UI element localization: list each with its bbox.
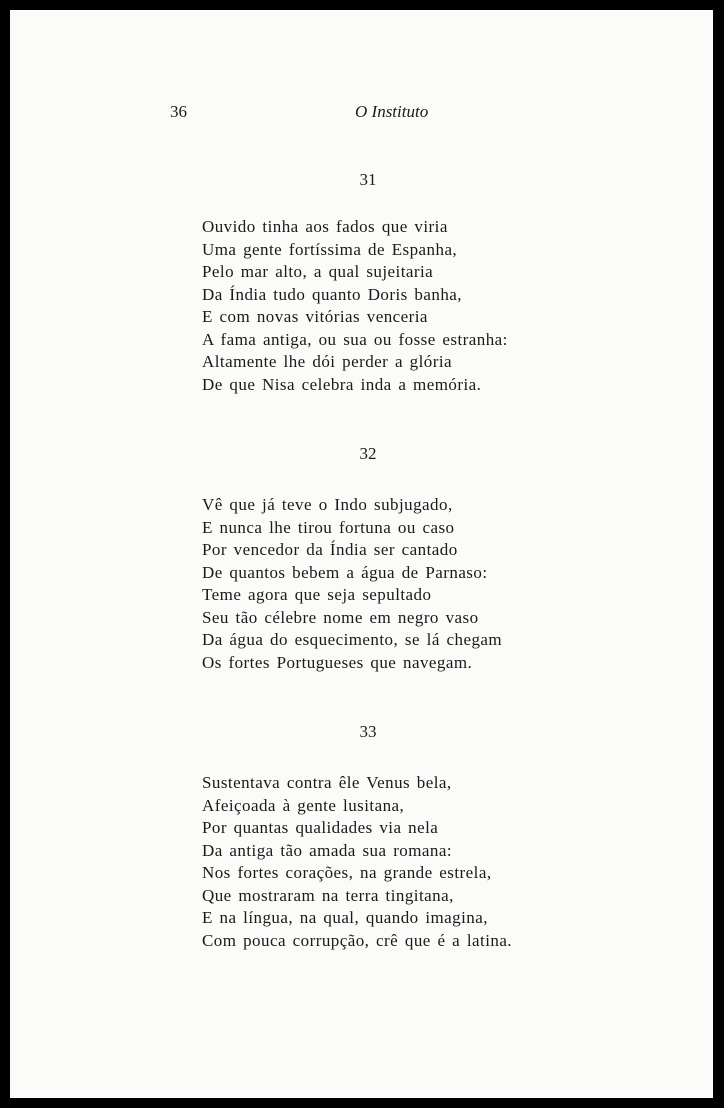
stanza-number: 33 [359,722,377,741]
verse-line: Que mostraram na terra tingitana, [202,885,454,905]
verse-line: De quantos bebem a água de Parnaso: [202,562,488,582]
stanza [202,216,642,396]
verse-line: De que Nisa celebra inda a memória. [202,374,482,394]
verse-line: E nunca lhe tirou fortuna ou caso [202,517,455,537]
verse-line: Vê que já teve o Indo subjugado, [202,495,453,514]
verse-line: Por vencedor da Índia ser cantado [202,540,458,559]
page-number: 36 [170,102,187,121]
verse-line: E na língua, na qual, quando imagina, [202,908,488,927]
verse-line: Sustentava contra êle Venus bela, [202,773,452,792]
verse-line: Da Índia tudo quanto Doris banha, [202,284,462,304]
verse-line: Afeiçoada à gente lusitana, [202,795,405,815]
running-head [10,102,713,128]
verse-line: Nos fortes corações, na grande estrela, [202,863,492,882]
verse-line: Seu tão célebre nome em negro vaso [202,607,479,627]
stanza [202,772,642,952]
verse-line: Pelo mar alto, a qual sujeitaria [202,262,434,281]
verse-line: Uma gente fortíssima de Espanha, [202,239,458,259]
verse-line: Os fortes Portugueses que navegam. [202,652,473,672]
verse-line: Da água do esquecimento, se lá chegam [202,630,503,649]
verse-line: A fama antiga, ou sua ou fosse estranha: [202,329,508,349]
book-page [10,10,713,1098]
verse-line: E com novas vitórias venceria [202,307,428,326]
stanza [202,494,642,674]
verse-line: Teme agora que seja sepultado [202,585,432,604]
verse-line: Altamente lhe dói perder a glória [202,352,453,371]
verse-line: Da antiga tão amada sua romana: [202,840,453,860]
stanza-number: 32 [359,444,377,463]
journal-title: O Instituto [355,102,429,121]
stanza-number: 31 [359,170,377,189]
verse-line: Por quantas qualidades via nela [202,818,439,837]
verse-line: Com pouca corrupção, crê que é a latina. [202,930,513,950]
verse-line: Ouvido tinha aos fados que viria [202,217,448,236]
